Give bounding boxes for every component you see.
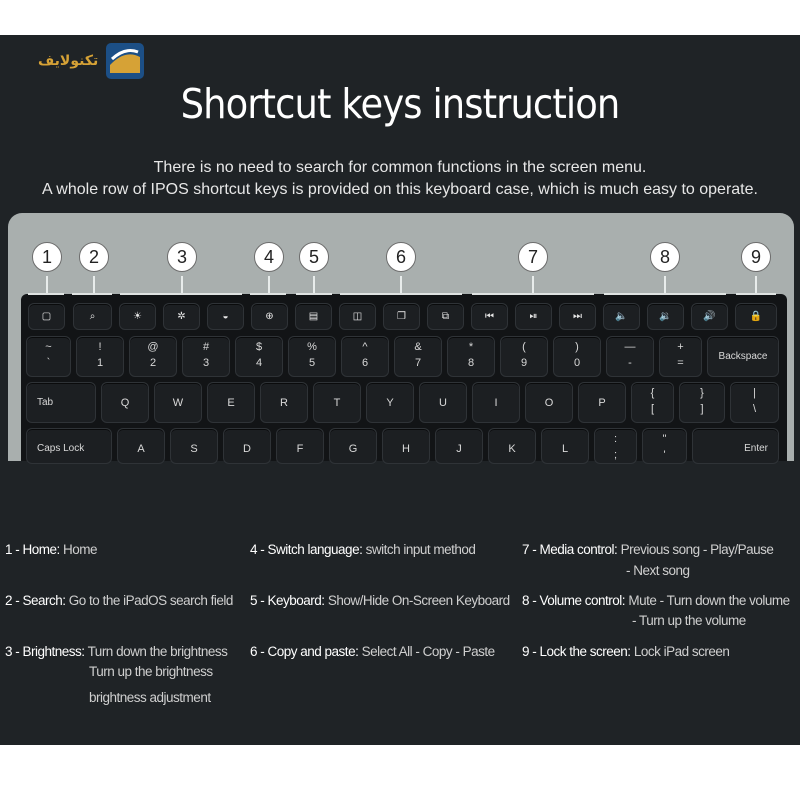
key-shift-label: " [662, 433, 667, 445]
key-shift-label: | [753, 387, 756, 399]
desc-title: 7 - Media control: [522, 542, 618, 557]
copy-icon: ❐ [397, 311, 406, 322]
copy-key[interactable] [383, 303, 420, 330]
key-right-bracket[interactable] [679, 382, 725, 423]
desc-media-control-line2: - Next song [626, 563, 690, 578]
desc-text: Show/Hide On-Screen Keyboard [327, 593, 510, 608]
key-i[interactable] [472, 382, 520, 423]
key-shift-label: } [700, 387, 704, 399]
key-r[interactable] [260, 382, 308, 423]
desc-title: 6 - Copy and paste: [250, 644, 359, 659]
logo-text: تکنولایف [38, 53, 99, 69]
key-shift-label: $ [255, 341, 263, 353]
volume-up-icon: 🔊 [703, 311, 716, 322]
mute-key[interactable] [603, 303, 640, 330]
key-shift-label: & [414, 341, 422, 353]
home-key[interactable] [28, 303, 65, 330]
lock-icon: 🔒 [749, 311, 763, 322]
key-label: 4 [255, 357, 263, 369]
key-label: \ [752, 403, 757, 415]
desc-brightness [5, 642, 227, 662]
callout-line-4 [268, 276, 270, 293]
group-bracket-4 [250, 293, 286, 295]
callout-5: 5 [299, 242, 329, 272]
next-track-icon: ⏭ [573, 311, 582, 322]
subtitle-line-1: There is no need to search for common functions in the screen menu. [153, 159, 647, 176]
select-all-key[interactable] [339, 303, 376, 330]
group-bracket-9 [736, 293, 776, 295]
key-7[interactable] [394, 336, 442, 377]
key-backslash[interactable] [730, 382, 779, 423]
page-title: Shortcut keys instruction [180, 80, 620, 128]
volume-up-key[interactable] [691, 303, 728, 330]
paste-key[interactable] [427, 303, 464, 330]
desc-title: 3 - Brightness: [5, 644, 85, 659]
desc-lock-screen [522, 642, 729, 662]
key-q[interactable] [101, 382, 149, 423]
tab-key[interactable] [26, 382, 96, 423]
key-label: 6 [361, 357, 369, 369]
switch-language-key[interactable] [251, 303, 288, 330]
home-icon: ▢ [41, 311, 52, 322]
desc-title: 2 - Search: [5, 593, 66, 608]
key-minus[interactable] [606, 336, 654, 377]
desc-text: Lock iPad screen [633, 644, 730, 659]
key-label: Q [120, 397, 130, 409]
key-shift-label: + [677, 341, 684, 353]
search-icon: ⌕ [89, 311, 96, 322]
desc-title: 4 - Switch language: [250, 542, 363, 557]
key-label: S [190, 443, 198, 455]
desc-volume-control-line2: - Turn up the volume [632, 613, 746, 628]
callout-line-7 [532, 276, 534, 293]
callout-line-6 [400, 276, 402, 293]
key-label: ] [700, 403, 704, 415]
key-a[interactable] [117, 428, 165, 464]
key-3[interactable] [182, 336, 230, 377]
keyboard-toggle-key[interactable] [295, 303, 332, 330]
keyboard-icon: ▤ [308, 311, 319, 322]
callout-4: 4 [254, 242, 284, 272]
caps-lock-key[interactable] [26, 428, 112, 464]
previous-track-key[interactable] [471, 303, 508, 330]
globe-icon: ⊕ [265, 311, 274, 322]
key-label: = [677, 357, 684, 369]
key-label: 5 [308, 357, 316, 369]
desc-text: switch input method [365, 542, 476, 557]
key-label: O [544, 397, 554, 409]
key-label: ` [46, 357, 51, 369]
volume-down-icon: 🔉 [659, 311, 672, 322]
desc-copy-paste [250, 642, 495, 662]
key-u[interactable] [419, 382, 467, 423]
key-shift-label: % [307, 341, 317, 353]
key-quote[interactable] [642, 428, 687, 464]
key-g[interactable] [329, 428, 377, 464]
brightness-adjust-key[interactable] [207, 303, 244, 330]
key-label: P [598, 397, 606, 409]
desc-brightness-line2: Turn up the brightness [89, 664, 213, 679]
key-d[interactable] [223, 428, 271, 464]
desc-text: Go to the iPadOS search field [68, 593, 233, 608]
key-shift-label: # [202, 341, 210, 353]
callout-7: 7 [518, 242, 548, 272]
desc-home [5, 540, 97, 560]
key-label: ' [663, 449, 666, 461]
key-o[interactable] [525, 382, 573, 423]
key-label: 1 [96, 357, 104, 369]
callout-line-3 [181, 276, 183, 293]
key-label: 9 [520, 357, 528, 369]
key-label: [ [650, 403, 655, 415]
group-bracket-2 [72, 293, 112, 295]
desc-title: 1 - Home: [5, 542, 60, 557]
key-label: - [628, 357, 632, 369]
key-5[interactable] [288, 336, 336, 377]
group-bracket-1 [28, 293, 64, 295]
key-f[interactable] [276, 428, 324, 464]
desc-volume-control [522, 591, 790, 611]
key-shift-label: ! [98, 341, 102, 353]
group-bracket-5 [296, 293, 332, 295]
desc-title: 8 - Volume control: [522, 593, 626, 608]
key-shift-label: — [624, 341, 636, 353]
callout-line-1 [46, 276, 48, 293]
key-w[interactable] [154, 382, 202, 423]
key-h[interactable] [382, 428, 430, 464]
key-label: D [243, 443, 251, 455]
play-pause-icon: ⏯ [529, 311, 538, 322]
key-left-bracket[interactable] [631, 382, 674, 423]
callout-line-8 [664, 276, 666, 293]
key-shift-label: ) [575, 341, 579, 353]
key-shift-label: ( [522, 341, 526, 353]
key-label: 8 [467, 357, 475, 369]
key-t[interactable] [313, 382, 361, 423]
callout-3: 3 [167, 242, 197, 272]
key-shift-label: ^ [362, 341, 368, 353]
select-all-icon: ◫ [352, 311, 363, 322]
key-equals[interactable] [659, 336, 702, 377]
desc-title: 5 - Keyboard: [250, 593, 325, 608]
desc-text: Mute - Turn down the volume [628, 593, 790, 608]
key-label: L [561, 443, 569, 455]
key-label: Tab [37, 397, 54, 408]
desc-keyboard [250, 591, 510, 611]
callout-line-2 [93, 276, 95, 293]
key-shift-label: : [613, 433, 618, 445]
key-2[interactable] [129, 336, 177, 377]
desc-text: Home [63, 542, 98, 557]
callout-line-9 [755, 276, 757, 293]
enter-key[interactable] [692, 428, 779, 464]
key-label: T [333, 397, 341, 409]
desc-title: 9 - Lock the screen: [522, 644, 631, 659]
previous-track-icon: ⏮ [485, 311, 494, 322]
desc-search [5, 591, 233, 611]
key-8[interactable] [447, 336, 495, 377]
subtitle-line-2: A whole row of IPOS shortcut keys is provided on this keyboard case, which is much easy to operate. [42, 181, 758, 198]
key-label: 0 [573, 357, 581, 369]
key-shift-label: ~ [45, 341, 52, 353]
key-label: ; [613, 449, 618, 461]
key-6[interactable] [341, 336, 389, 377]
group-bracket-6 [340, 293, 462, 295]
play-pause-key[interactable] [515, 303, 552, 330]
group-bracket-8 [604, 293, 726, 295]
key-4[interactable] [235, 336, 283, 377]
callout-2: 2 [79, 242, 109, 272]
key-shift-label: { [650, 387, 655, 399]
next-track-key[interactable] [559, 303, 596, 330]
group-bracket-3 [120, 293, 242, 295]
key-y[interactable] [366, 382, 414, 423]
callout-8: 8 [650, 242, 680, 272]
search-key[interactable] [73, 303, 112, 330]
brightness-down-icon: ☀ [133, 311, 142, 322]
key-semicolon[interactable] [594, 428, 637, 464]
key-label: H [402, 443, 410, 455]
desc-switch-language [250, 540, 475, 560]
key-label: 2 [149, 357, 157, 369]
callout-1: 1 [32, 242, 62, 272]
key-s[interactable] [170, 428, 218, 464]
lock-screen-key[interactable] [735, 303, 777, 330]
key-1[interactable] [76, 336, 124, 377]
key-shift-label: * [468, 341, 474, 353]
key-label: Enter [744, 443, 768, 454]
key-label: E [227, 397, 235, 409]
callout-6: 6 [386, 242, 416, 272]
key-label: U [439, 397, 447, 409]
key-0[interactable] [553, 336, 601, 377]
desc-text: Previous song - Play/Pause [620, 542, 774, 557]
backspace-key[interactable] [707, 336, 779, 377]
sunrise-icon: ◒ [222, 311, 229, 322]
desc-media-control [522, 540, 773, 560]
mute-icon: 🔈 [615, 311, 628, 322]
key-k[interactable] [488, 428, 536, 464]
key-e[interactable] [207, 382, 255, 423]
paste-icon: ⧉ [441, 311, 450, 322]
volume-down-key[interactable] [647, 303, 684, 330]
key-label: 3 [202, 357, 210, 369]
key-label: Y [386, 397, 394, 409]
desc-text: Select All - Copy - Paste [361, 644, 495, 659]
brand-logo [38, 41, 144, 81]
brightness-up-key[interactable] [163, 303, 200, 330]
key-label: W [172, 397, 184, 409]
key-label: A [137, 443, 145, 455]
key-p[interactable] [578, 382, 626, 423]
key-l[interactable] [541, 428, 589, 464]
key-label: F [296, 443, 304, 455]
key-shift-label: @ [147, 341, 159, 353]
key-label: K [508, 443, 516, 455]
key-j[interactable] [435, 428, 483, 464]
desc-brightness-line3: brightness adjustment [89, 690, 211, 705]
key-label: Caps Lock [37, 443, 85, 454]
key-backtick[interactable] [26, 336, 71, 377]
key-label: 7 [414, 357, 422, 369]
key-9[interactable] [500, 336, 548, 377]
brightness-up-icon: ✲ [177, 311, 186, 322]
key-label: J [456, 443, 462, 455]
key-label: Backspace [718, 351, 768, 362]
logo-mark-icon [106, 43, 144, 79]
callout-9: 9 [741, 242, 771, 272]
desc-text: Turn down the brightness [87, 644, 228, 659]
callout-line-5 [313, 276, 315, 293]
key-label: I [494, 397, 498, 409]
group-bracket-7 [472, 293, 594, 295]
key-label: R [280, 397, 288, 409]
brightness-down-key[interactable] [119, 303, 156, 330]
key-label: G [348, 443, 358, 455]
